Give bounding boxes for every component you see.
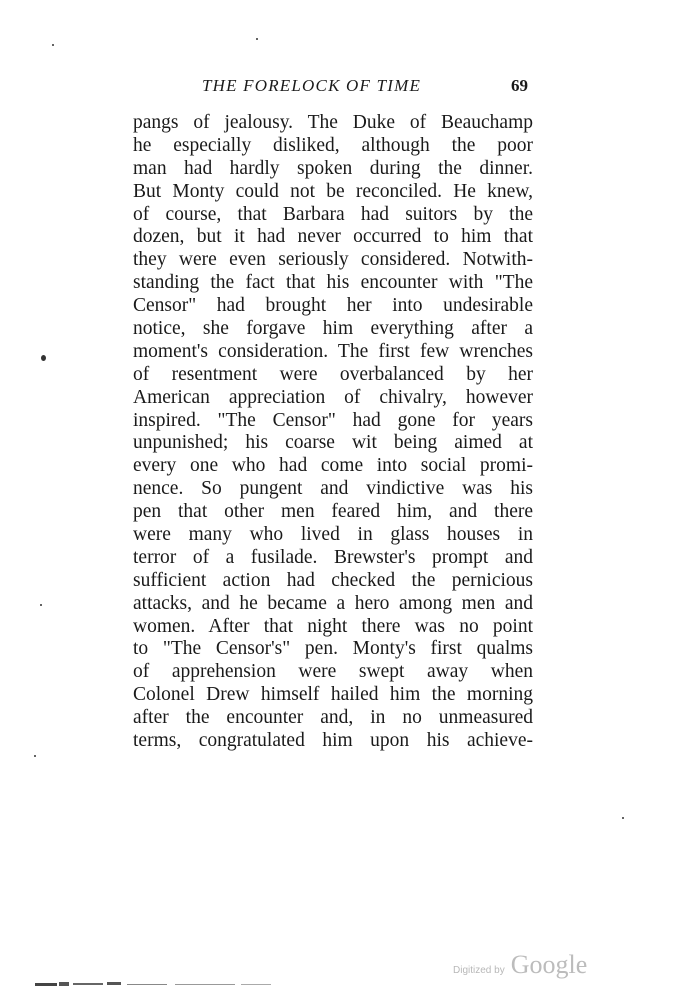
page-number: 69	[511, 76, 528, 95]
text-line: notice, she forgave him everything after a	[133, 318, 533, 340]
text-line: Censor" had brought her into undesirable	[133, 295, 533, 317]
scan-speck	[256, 38, 258, 40]
text-line: women. After that night there was no point	[133, 615, 533, 637]
scan-speck	[41, 355, 46, 361]
text-line: were many who lived in glass houses in	[133, 524, 533, 546]
text-line: dozen, but it had never occurred to him that	[133, 226, 533, 248]
text-line: he especially disliked, although the poor	[133, 134, 533, 156]
scan-speck	[40, 604, 42, 606]
text-line: American appreciation of chivalry, however	[133, 386, 533, 408]
scan-speck	[622, 817, 624, 819]
text-line: of apprehension were swept away when	[133, 661, 533, 683]
text-line: every one who had come into social promi-	[133, 455, 533, 477]
text-line: terms, congratulated him upon his achieve-	[133, 730, 533, 752]
scan-speck	[34, 755, 36, 757]
text-line: of resentment were overbalanced by her	[133, 363, 533, 385]
text-line: of course, that Barbara had suitors by the	[133, 203, 533, 225]
text-line: attacks, and he became a hero among men and	[133, 592, 533, 614]
body-text	[133, 112, 533, 753]
watermark-brand: Google	[510, 950, 588, 979]
text-line: to "The Censor's" pen. Monty's first qualms	[133, 638, 533, 660]
scan-speck	[52, 44, 54, 46]
text-line: Colonel Drew himself hailed him the morning	[133, 684, 533, 706]
text-line: nence. So pungent and vindictive was his	[133, 478, 533, 500]
text-line: after the encounter and, in no unmeasured	[133, 707, 533, 729]
text-line: pangs of jealousy. The Duke of Beauchamp	[133, 112, 533, 133]
text-line: moment's consideration. The first few wrenches	[133, 340, 533, 362]
digitization-watermark	[453, 950, 603, 986]
text-line: terror of a fusilade. Brewster's prompt and	[133, 546, 533, 568]
text-line: But Monty could not be reconciled. He knew,	[133, 180, 533, 202]
scan-edge-artifact	[35, 980, 285, 988]
running-title: THE FORELOCK OF TIME	[202, 76, 422, 95]
text-line: they were even seriously considered. Notwith-	[133, 249, 533, 271]
text-line: man had hardly spoken during the dinner.	[133, 157, 533, 179]
text-line: sufficient action had checked the pernicious	[133, 569, 533, 591]
text-line: pen that other men feared him, and there	[133, 501, 533, 523]
text-line: unpunished; his coarse wit being aimed at	[133, 432, 533, 454]
text-line: standing the fact that his encounter with "The	[133, 272, 533, 294]
watermark-prefix: Digitized by	[453, 965, 505, 976]
text-line: inspired. "The Censor" had gone for years	[133, 409, 533, 431]
running-head	[0, 74, 683, 98]
